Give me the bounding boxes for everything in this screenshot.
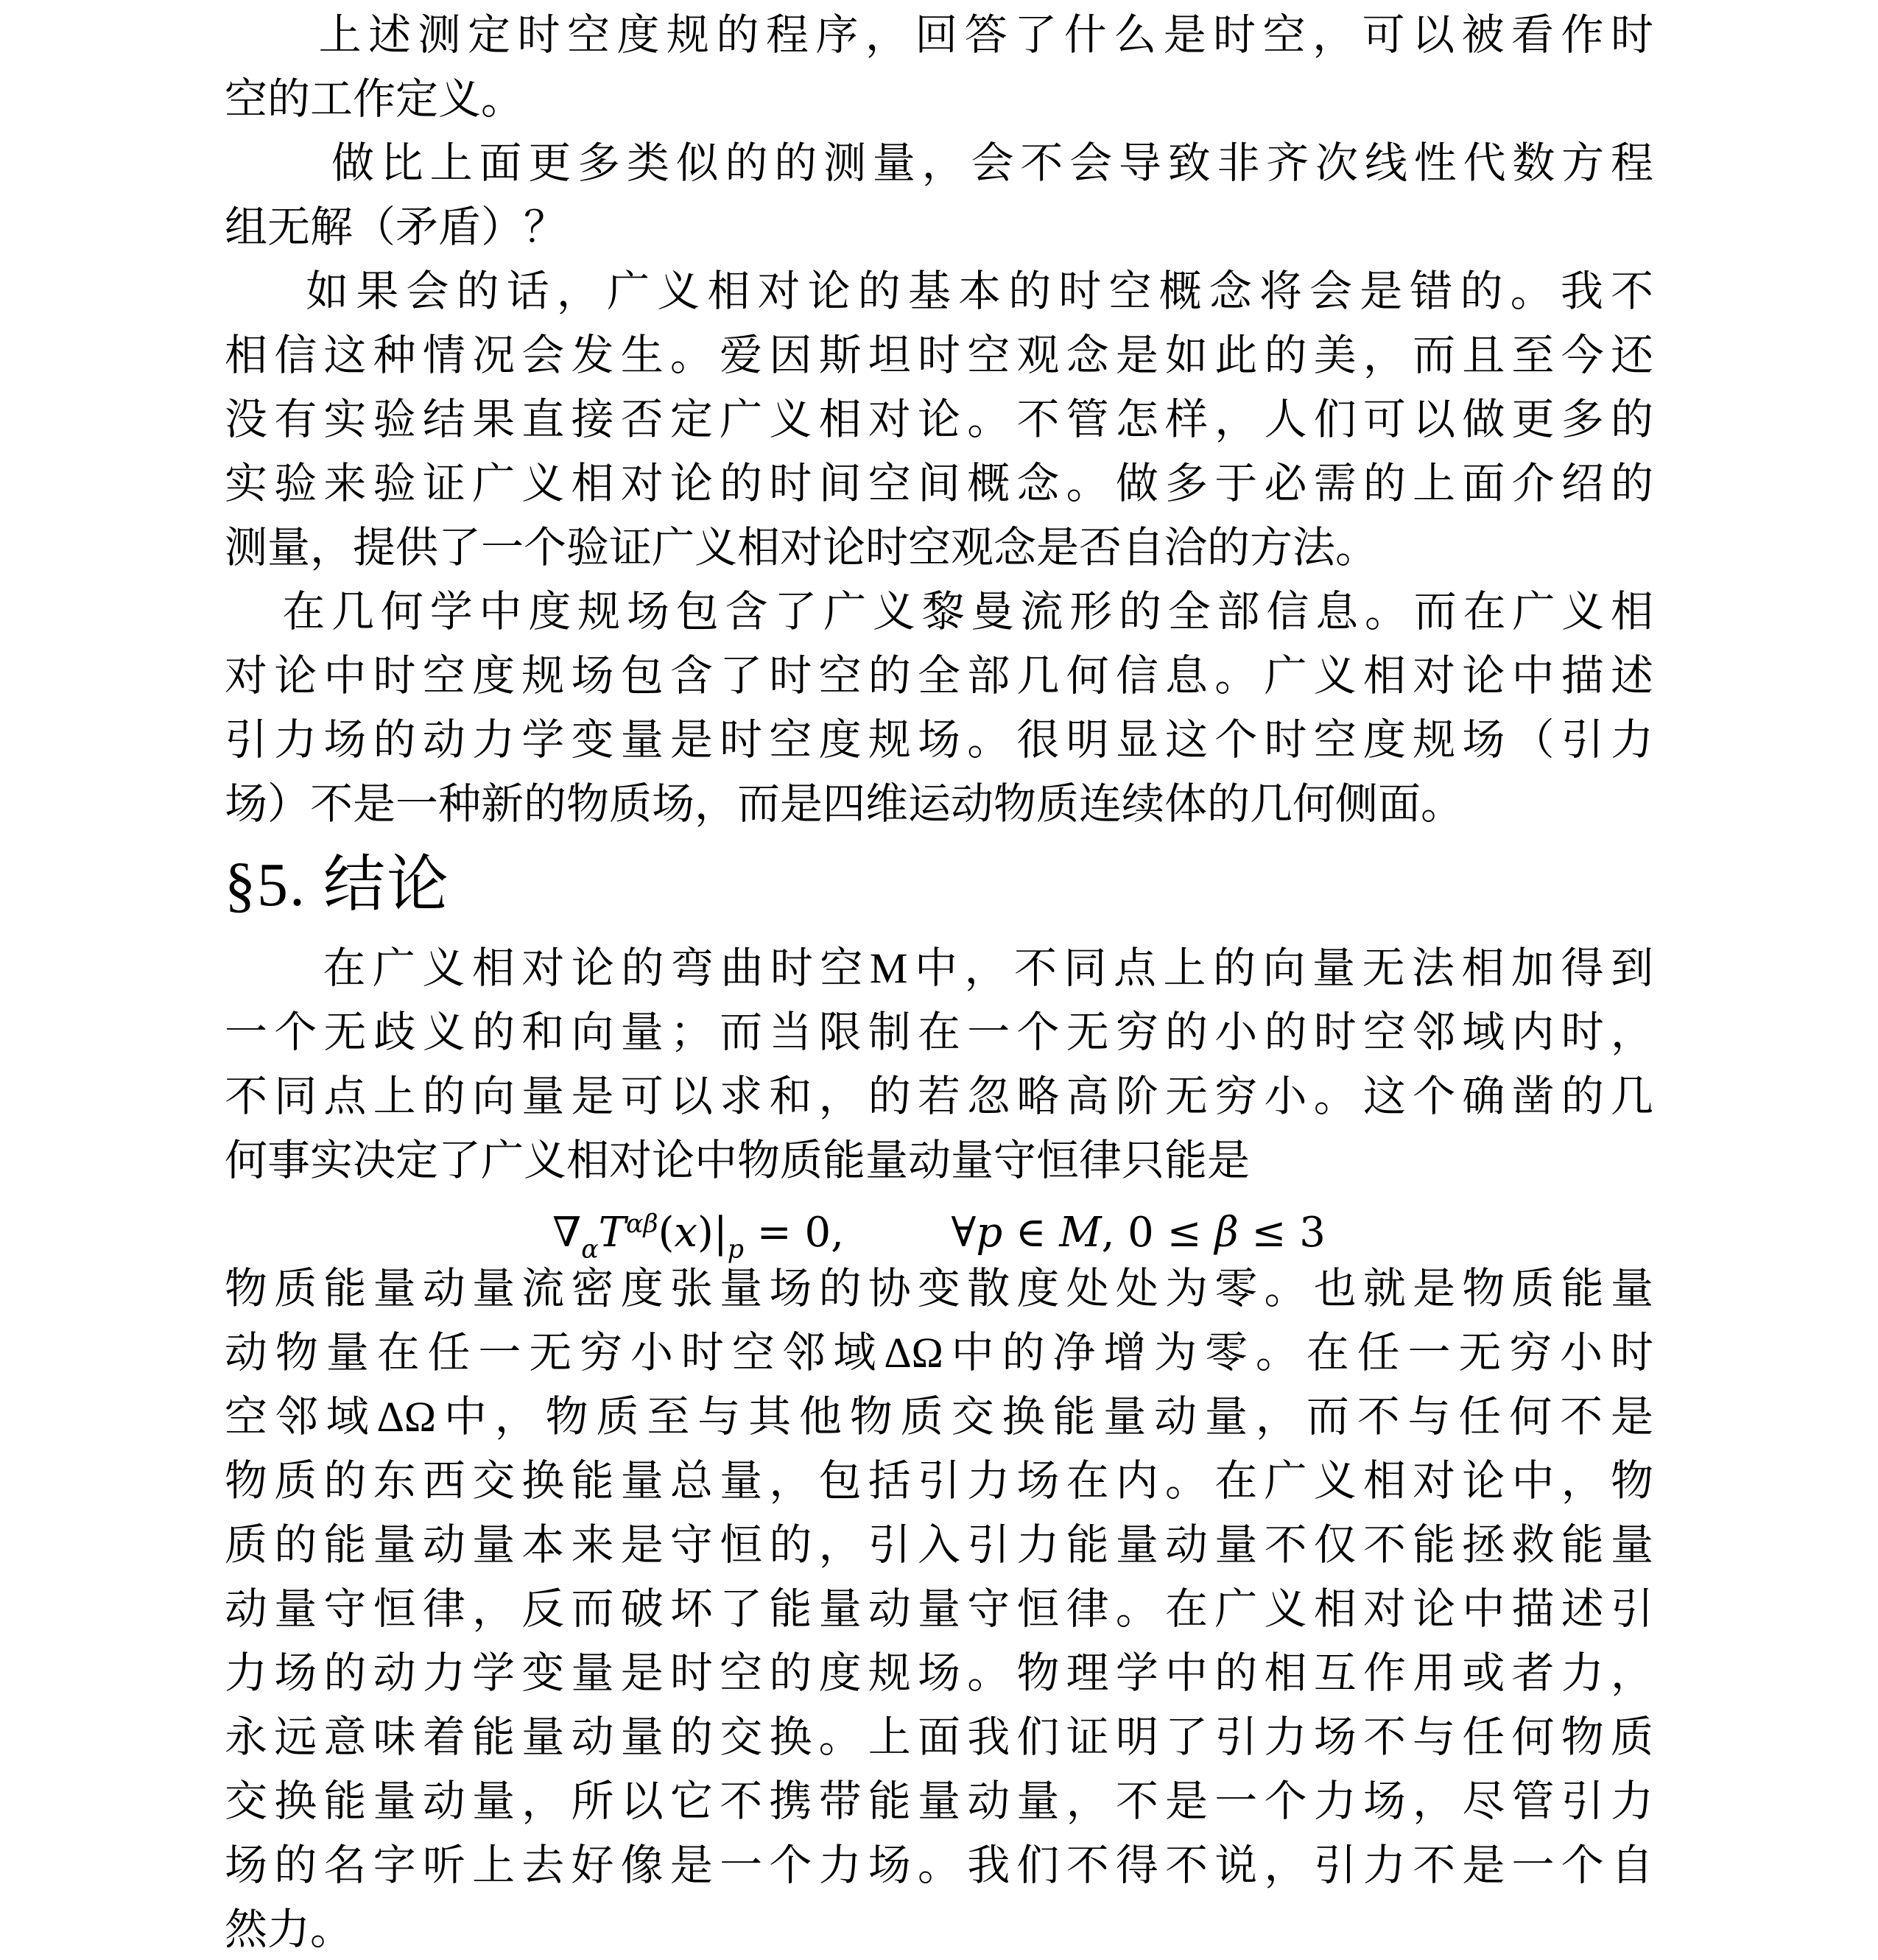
equation-segment: )| — [697, 1209, 728, 1257]
equation — [225, 1192, 1653, 1265]
paragraph — [225, 1257, 1653, 1960]
section-heading: §5. 结论 — [225, 851, 451, 919]
equation-segment: p — [727, 1234, 744, 1265]
paragraph — [225, 580, 1653, 836]
equation-segment: x — [674, 1209, 698, 1257]
text-line: 一个无歧义的和向量；而当限制在一个无穷的小的时空邻域内时， — [225, 1008, 1653, 1056]
text-line: 场）不是一种新的物质场，而是四维运动物质连续体的几何侧面。 — [225, 780, 1464, 828]
text-line: 交换能量动量，所以它不携带能量动量，不是一个力场，尽管引力 — [225, 1777, 1653, 1825]
equation-segment: ∀ — [951, 1209, 977, 1257]
equation-segment: = 0, — [743, 1209, 844, 1257]
text-line: 空邻域ΔΩ中，物质至与其他物质交换能量动量，而不与任何不是 — [225, 1393, 1653, 1441]
text-line: 场的名字听上去好像是一个力场。我们不得不说，引力不是一个自 — [225, 1841, 1653, 1889]
text-line: 引力场的动力学变量是时空度规场。很明显这个时空度规场（引力 — [225, 716, 1653, 764]
equation-segment: T — [598, 1209, 627, 1257]
equation-segment: ( — [658, 1209, 675, 1257]
text-line: 实验来验证广义相对论的时间空间概念。做多于必需的上面介绍的 — [225, 460, 1653, 507]
text-line: 动量守恒律，反而破坏了能量动量守恒律。在广义相对论中描述引 — [225, 1585, 1653, 1633]
text-line: 动物量在任一无穷小时空邻域ΔΩ中的净增为零。在任一无穷小时 — [225, 1329, 1653, 1377]
equation-segment: ≤ 3 — [1238, 1209, 1326, 1257]
text-line: 如果会的话，广义相对论的基本的时空概念将会是错的。我不 — [306, 267, 1653, 315]
text-line: 何事实决定了广义相对论中物质能量动量守恒律只能是 — [225, 1137, 1251, 1184]
equation-segment: , 0 ≤ — [1101, 1209, 1215, 1257]
equation-segment: α — [581, 1234, 599, 1265]
text-line: 没有实验结果直接否定广义相对论。不管怎样，人们可以做更多的 — [225, 396, 1653, 443]
text-line: 然力。 — [225, 1905, 354, 1953]
text-line: 相信这种情况会发生。爱因斯坦时空观念是如此的美，而且至今还 — [225, 331, 1653, 379]
paragraph — [225, 259, 1653, 580]
text-line: 上述测定时空度规的程序，回答了什么是时空，可以被看作时 — [318, 11, 1653, 59]
paragraph — [225, 936, 1653, 1192]
paragraph — [225, 131, 1653, 259]
text-line: 空的工作定义。 — [225, 75, 524, 123]
text-line: 力场的动力学变量是时空的度规场。物理学中的相互作用或者力， — [225, 1649, 1653, 1697]
text-line: 物质能量动量流密度张量场的协变散度处处为零。也就是物质能量 — [225, 1265, 1653, 1313]
text-line: 永远意味着能量动量的交换。上面我们证明了引力场不与任何物质 — [225, 1713, 1653, 1761]
equation-segment: M — [1059, 1209, 1102, 1257]
text-line: 不同点上的向量是可以求和，的若忽略高阶无穷小。这个确凿的几 — [225, 1072, 1653, 1120]
text-line: 物质的东西交换能量总量，包括引力场在内。在广义相对论中，物 — [225, 1457, 1653, 1505]
equation-segment: β — [1214, 1209, 1239, 1257]
text-line: 做比上面更多类似的的测量，会不会导致非齐次线性代数方程 — [331, 139, 1653, 187]
equation-segment: ∈ — [1002, 1209, 1060, 1257]
text-line: 对论中时空度规场包含了时空的全部几何信息。广义相对论中描述 — [225, 652, 1653, 700]
text-line: 组无解（矛盾）？ — [225, 203, 567, 251]
text-line: 在广义相对论的弯曲时空M中，不同点上的向量无法相加得到 — [323, 944, 1653, 992]
equation-segment: ∇ — [552, 1209, 582, 1257]
equation-segment: αβ — [626, 1209, 658, 1239]
text-line: 质的能量动量本来是守恒的，引入引力能量动量不仅不能拯救能量 — [225, 1521, 1653, 1569]
paragraph — [225, 3, 1653, 131]
text-line: 测量，提供了一个验证广义相对论时空观念是否自洽的方法。 — [225, 524, 1379, 572]
text-line: 在几何学中度规场包含了广义黎曼流形的全部信息。而在广义相 — [282, 588, 1653, 636]
equation-segment: p — [976, 1209, 1003, 1257]
